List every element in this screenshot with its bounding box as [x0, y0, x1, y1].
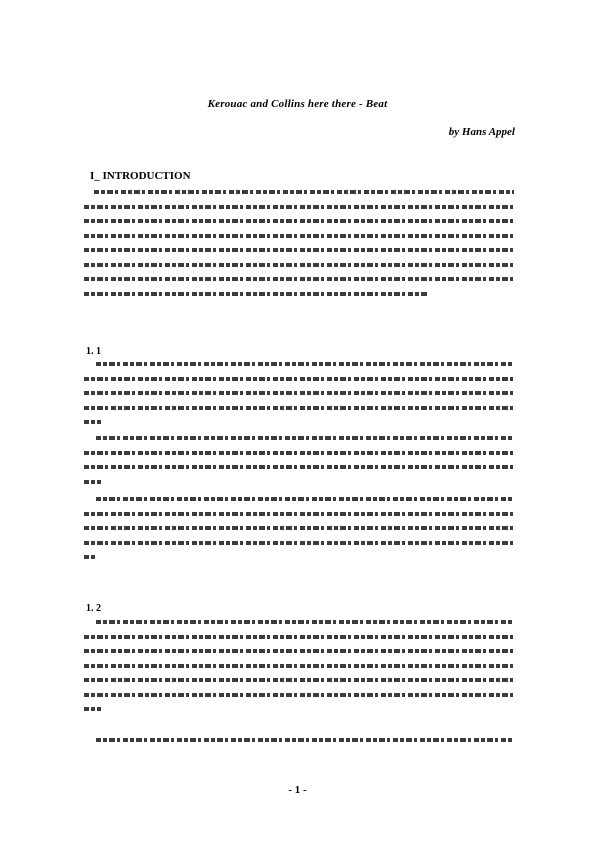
intro-paragraph [84, 190, 514, 306]
text-line [84, 635, 514, 639]
text-line [84, 277, 514, 281]
text-line [84, 292, 428, 296]
text-line [84, 391, 514, 395]
text-line [84, 678, 514, 682]
text-line [84, 406, 514, 410]
text-line [96, 738, 514, 742]
subsection-1-paragraph-2 [84, 436, 514, 494]
text-line [84, 541, 514, 545]
section-heading: I_ INTRODUCTION [90, 170, 191, 182]
text-line [84, 263, 514, 267]
text-line [96, 362, 514, 366]
text-line [84, 526, 514, 530]
text-line [84, 451, 514, 455]
subsection-1-paragraph-3 [84, 497, 514, 570]
subsection-1-paragraph-1 [84, 362, 514, 435]
text-line [84, 555, 97, 559]
document-title: Kerouac and Collins here there - Beat [207, 98, 388, 110]
text-line [84, 693, 514, 697]
author-byline: by Hans Appel [448, 126, 515, 138]
subsection-2-paragraph-2 [84, 738, 514, 753]
text-line [84, 465, 514, 469]
text-line [84, 512, 514, 516]
text-line [84, 205, 514, 209]
text-line [84, 377, 514, 381]
text-line [96, 436, 514, 440]
text-line [96, 620, 514, 624]
subsection-2-paragraph-1 [84, 620, 514, 722]
text-line [84, 480, 101, 484]
text-line [84, 664, 514, 668]
subsection-heading-1: 1. 1 [86, 346, 101, 357]
text-line [96, 497, 514, 501]
text-line [94, 190, 514, 194]
subsection-heading-2: 1. 2 [86, 603, 101, 614]
text-line [84, 234, 514, 238]
text-line [84, 420, 101, 424]
text-line [84, 649, 514, 653]
text-line [84, 219, 514, 223]
text-line [84, 248, 514, 252]
text-line [84, 707, 101, 711]
page-number: - 1 - [288, 784, 307, 796]
